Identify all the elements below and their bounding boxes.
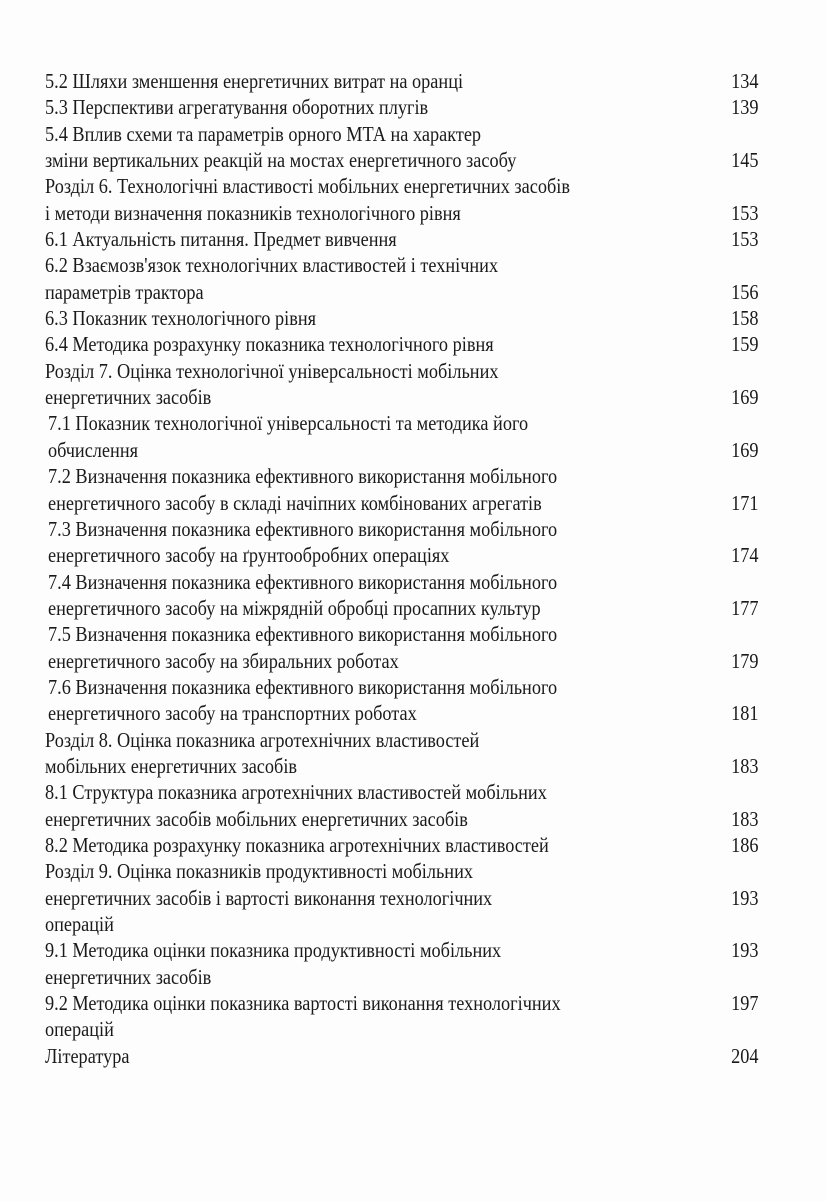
toc-entry-title: 5.3 Перспективи агрегатування оборотних плугів — [45, 95, 429, 120]
toc-entry-title: енергетичних засобів і вартості виконання технологічних — [45, 885, 493, 910]
toc-page-number: 183 — [730, 806, 758, 831]
toc-entry-title: 7.4 Визначення показника ефективного використання мобільного — [48, 569, 558, 594]
toc-line — [45, 226, 765, 252]
toc-entry-title: енергетичних засобів — [45, 964, 212, 989]
toc-entry[interactable] — [45, 331, 765, 357]
toc-line — [45, 252, 765, 278]
toc-entry-title: 5.4 Вплив схеми та параметрів орного МТА на характер — [45, 121, 482, 146]
toc-page-number: 181 — [730, 701, 758, 726]
toc-line — [45, 569, 765, 595]
toc-line — [45, 727, 765, 753]
toc-entry[interactable] — [45, 569, 765, 622]
toc-entry[interactable] — [45, 990, 765, 1043]
toc-page-number: 169 — [730, 437, 758, 462]
toc-page-number: 183 — [730, 753, 758, 778]
toc-line — [45, 490, 765, 516]
toc-entry[interactable] — [45, 858, 765, 937]
toc-line — [45, 173, 765, 199]
toc-entry[interactable] — [45, 516, 765, 569]
toc-line — [45, 305, 765, 331]
toc-line — [45, 937, 765, 963]
toc-line — [45, 279, 765, 305]
toc-line — [45, 648, 765, 674]
toc-entry-title: Розділ 8. Оцінка показника агротехнічних властивостей — [45, 727, 480, 752]
toc-page-number: 174 — [730, 543, 758, 568]
toc-entry-title: енергетичного засобу на транспортних роботах — [48, 701, 417, 726]
toc-entry-title: енергетичних засобів мобільних енергетичних засобів — [45, 806, 468, 831]
toc-entry-title: 8.1 Структура показника агротехнічних властивостей мобільних — [45, 780, 547, 805]
toc-line — [45, 358, 765, 384]
toc-line — [45, 68, 765, 94]
toc-entry-title: енергетичних засобів — [45, 385, 212, 410]
toc-entry-title: 9.1 Методика оцінки показника продуктивності мобільних — [45, 938, 502, 963]
toc-entry[interactable] — [45, 410, 765, 463]
toc-entry-title: зміни вертикальних реакцій на мостах енергетичного засобу — [45, 148, 517, 173]
toc-page-number: 169 — [730, 385, 758, 410]
toc-entry-title: обчислення — [48, 437, 139, 462]
toc-line — [45, 911, 765, 937]
toc-entry-title: 8.2 Методика розрахунку показника агротехнічних властивостей — [45, 832, 549, 857]
toc-entry-title: 7.2 Визначення показника ефективного використання мобільного — [48, 464, 558, 489]
toc-page-number: 197 — [730, 991, 758, 1016]
toc-entry[interactable] — [45, 832, 765, 858]
toc-entry-title: 6.4 Методика розрахунку показника технологічного рівня — [45, 332, 494, 357]
toc-line — [45, 674, 765, 700]
toc-entry-title: 6.2 Взаємозв'язок технологічних властивостей і технічних — [45, 253, 499, 278]
toc-entry-title: Розділ 9. Оцінка показників продуктивності мобільних — [45, 859, 473, 884]
toc-line — [45, 858, 765, 884]
toc-line — [45, 516, 765, 542]
toc-entry-title: 6.1 Актуальність питання. Предмет вивчення — [45, 227, 397, 252]
toc-line — [45, 964, 765, 990]
toc-page-number: 193 — [730, 938, 758, 963]
toc-page-number: 186 — [730, 832, 758, 857]
toc-entry[interactable] — [45, 674, 765, 727]
toc-line — [45, 200, 765, 226]
toc-entry[interactable] — [45, 252, 765, 305]
toc-entry[interactable] — [45, 226, 765, 252]
toc-entry-title: параметрів трактора — [45, 279, 204, 304]
toc-entry-title: 6.3 Показник технологічного рівня — [45, 306, 317, 331]
toc-entry-title: і методи визначення показників технологічного рівня — [45, 200, 461, 225]
table-of-contents — [45, 68, 765, 1069]
toc-page-number: 159 — [730, 332, 758, 357]
toc-line — [45, 1043, 765, 1069]
toc-entry-title: енергетичного засобу на збиральних роботах — [48, 648, 399, 673]
toc-entry-title: Розділ 6. Технологічні властивості мобільних енергетичних засобів — [45, 174, 570, 199]
toc-line — [45, 832, 765, 858]
toc-entry[interactable] — [45, 305, 765, 331]
toc-line — [45, 779, 765, 805]
toc-line — [45, 463, 765, 489]
toc-entry[interactable] — [45, 358, 765, 411]
toc-entry-title: Література — [45, 1043, 130, 1068]
toc-entry-title: Розділ 7. Оцінка технологічної універсальності мобільних — [45, 358, 499, 383]
toc-line — [45, 885, 765, 911]
toc-line — [45, 384, 765, 410]
toc-entry[interactable] — [45, 121, 765, 174]
toc-entry-title: енергетичного засобу в складі начіпних комбінованих агрегатів — [48, 490, 542, 515]
toc-line — [45, 147, 765, 173]
toc-line — [45, 437, 765, 463]
toc-entry-title: 5.2 Шляхи зменшення енергетичних витрат на оранці — [45, 69, 464, 93]
toc-entry[interactable] — [45, 779, 765, 832]
toc-line — [45, 1016, 765, 1042]
toc-line — [45, 595, 765, 621]
toc-page-number: 139 — [730, 95, 758, 120]
toc-page-number: 179 — [730, 648, 758, 673]
toc-line — [45, 700, 765, 726]
toc-entry-title: енергетичного засобу на міжрядній обробці просапних культур — [48, 595, 541, 620]
toc-page-number: 145 — [730, 148, 758, 173]
toc-line — [45, 542, 765, 568]
toc-entry[interactable] — [45, 621, 765, 674]
toc-entry[interactable] — [45, 937, 765, 990]
toc-page-number: 171 — [730, 490, 758, 515]
toc-entry-title: 7.3 Визначення показника ефективного використання мобільного — [48, 516, 558, 541]
toc-line — [45, 753, 765, 779]
toc-entry[interactable] — [45, 1043, 765, 1069]
toc-entry-title: енергетичного засобу на ґрунтообробних операціях — [48, 543, 450, 568]
toc-entry[interactable] — [45, 68, 765, 94]
toc-line — [45, 121, 765, 147]
toc-line — [45, 990, 765, 1016]
toc-page-number: 204 — [730, 1043, 758, 1068]
toc-entry[interactable] — [45, 727, 765, 780]
toc-entry-title: 7.5 Визначення показника ефективного використання мобільного — [48, 622, 558, 647]
toc-page-number: 177 — [730, 595, 758, 620]
toc-line — [45, 806, 765, 832]
toc-entry-title: операцій — [45, 912, 114, 936]
toc-page-number: 153 — [730, 200, 758, 225]
toc-entry-title: операцій — [45, 1017, 114, 1042]
toc-entry[interactable] — [45, 173, 765, 226]
toc-line — [45, 410, 765, 436]
toc-page-number: 158 — [730, 306, 758, 331]
toc-entry-title: 7.1 Показник технологічної універсальності та методика його — [48, 411, 529, 436]
toc-page-number: 153 — [730, 227, 758, 252]
toc-entry-title: 9.2 Методика оцінки показника вартості виконання технологічних — [45, 991, 561, 1016]
toc-page-number: 134 — [730, 69, 758, 93]
toc-entry-title: мобільних енергетичних засобів — [45, 753, 298, 778]
toc-entry-title: 7.6 Визначення показника ефективного використання мобільного — [48, 674, 558, 699]
toc-entry[interactable] — [45, 94, 765, 120]
toc-line — [45, 621, 765, 647]
toc-line — [45, 94, 765, 120]
toc-page-number: 156 — [730, 279, 758, 304]
toc-page-number: 193 — [730, 885, 758, 910]
toc-line — [45, 331, 765, 357]
toc-entry[interactable] — [45, 463, 765, 516]
